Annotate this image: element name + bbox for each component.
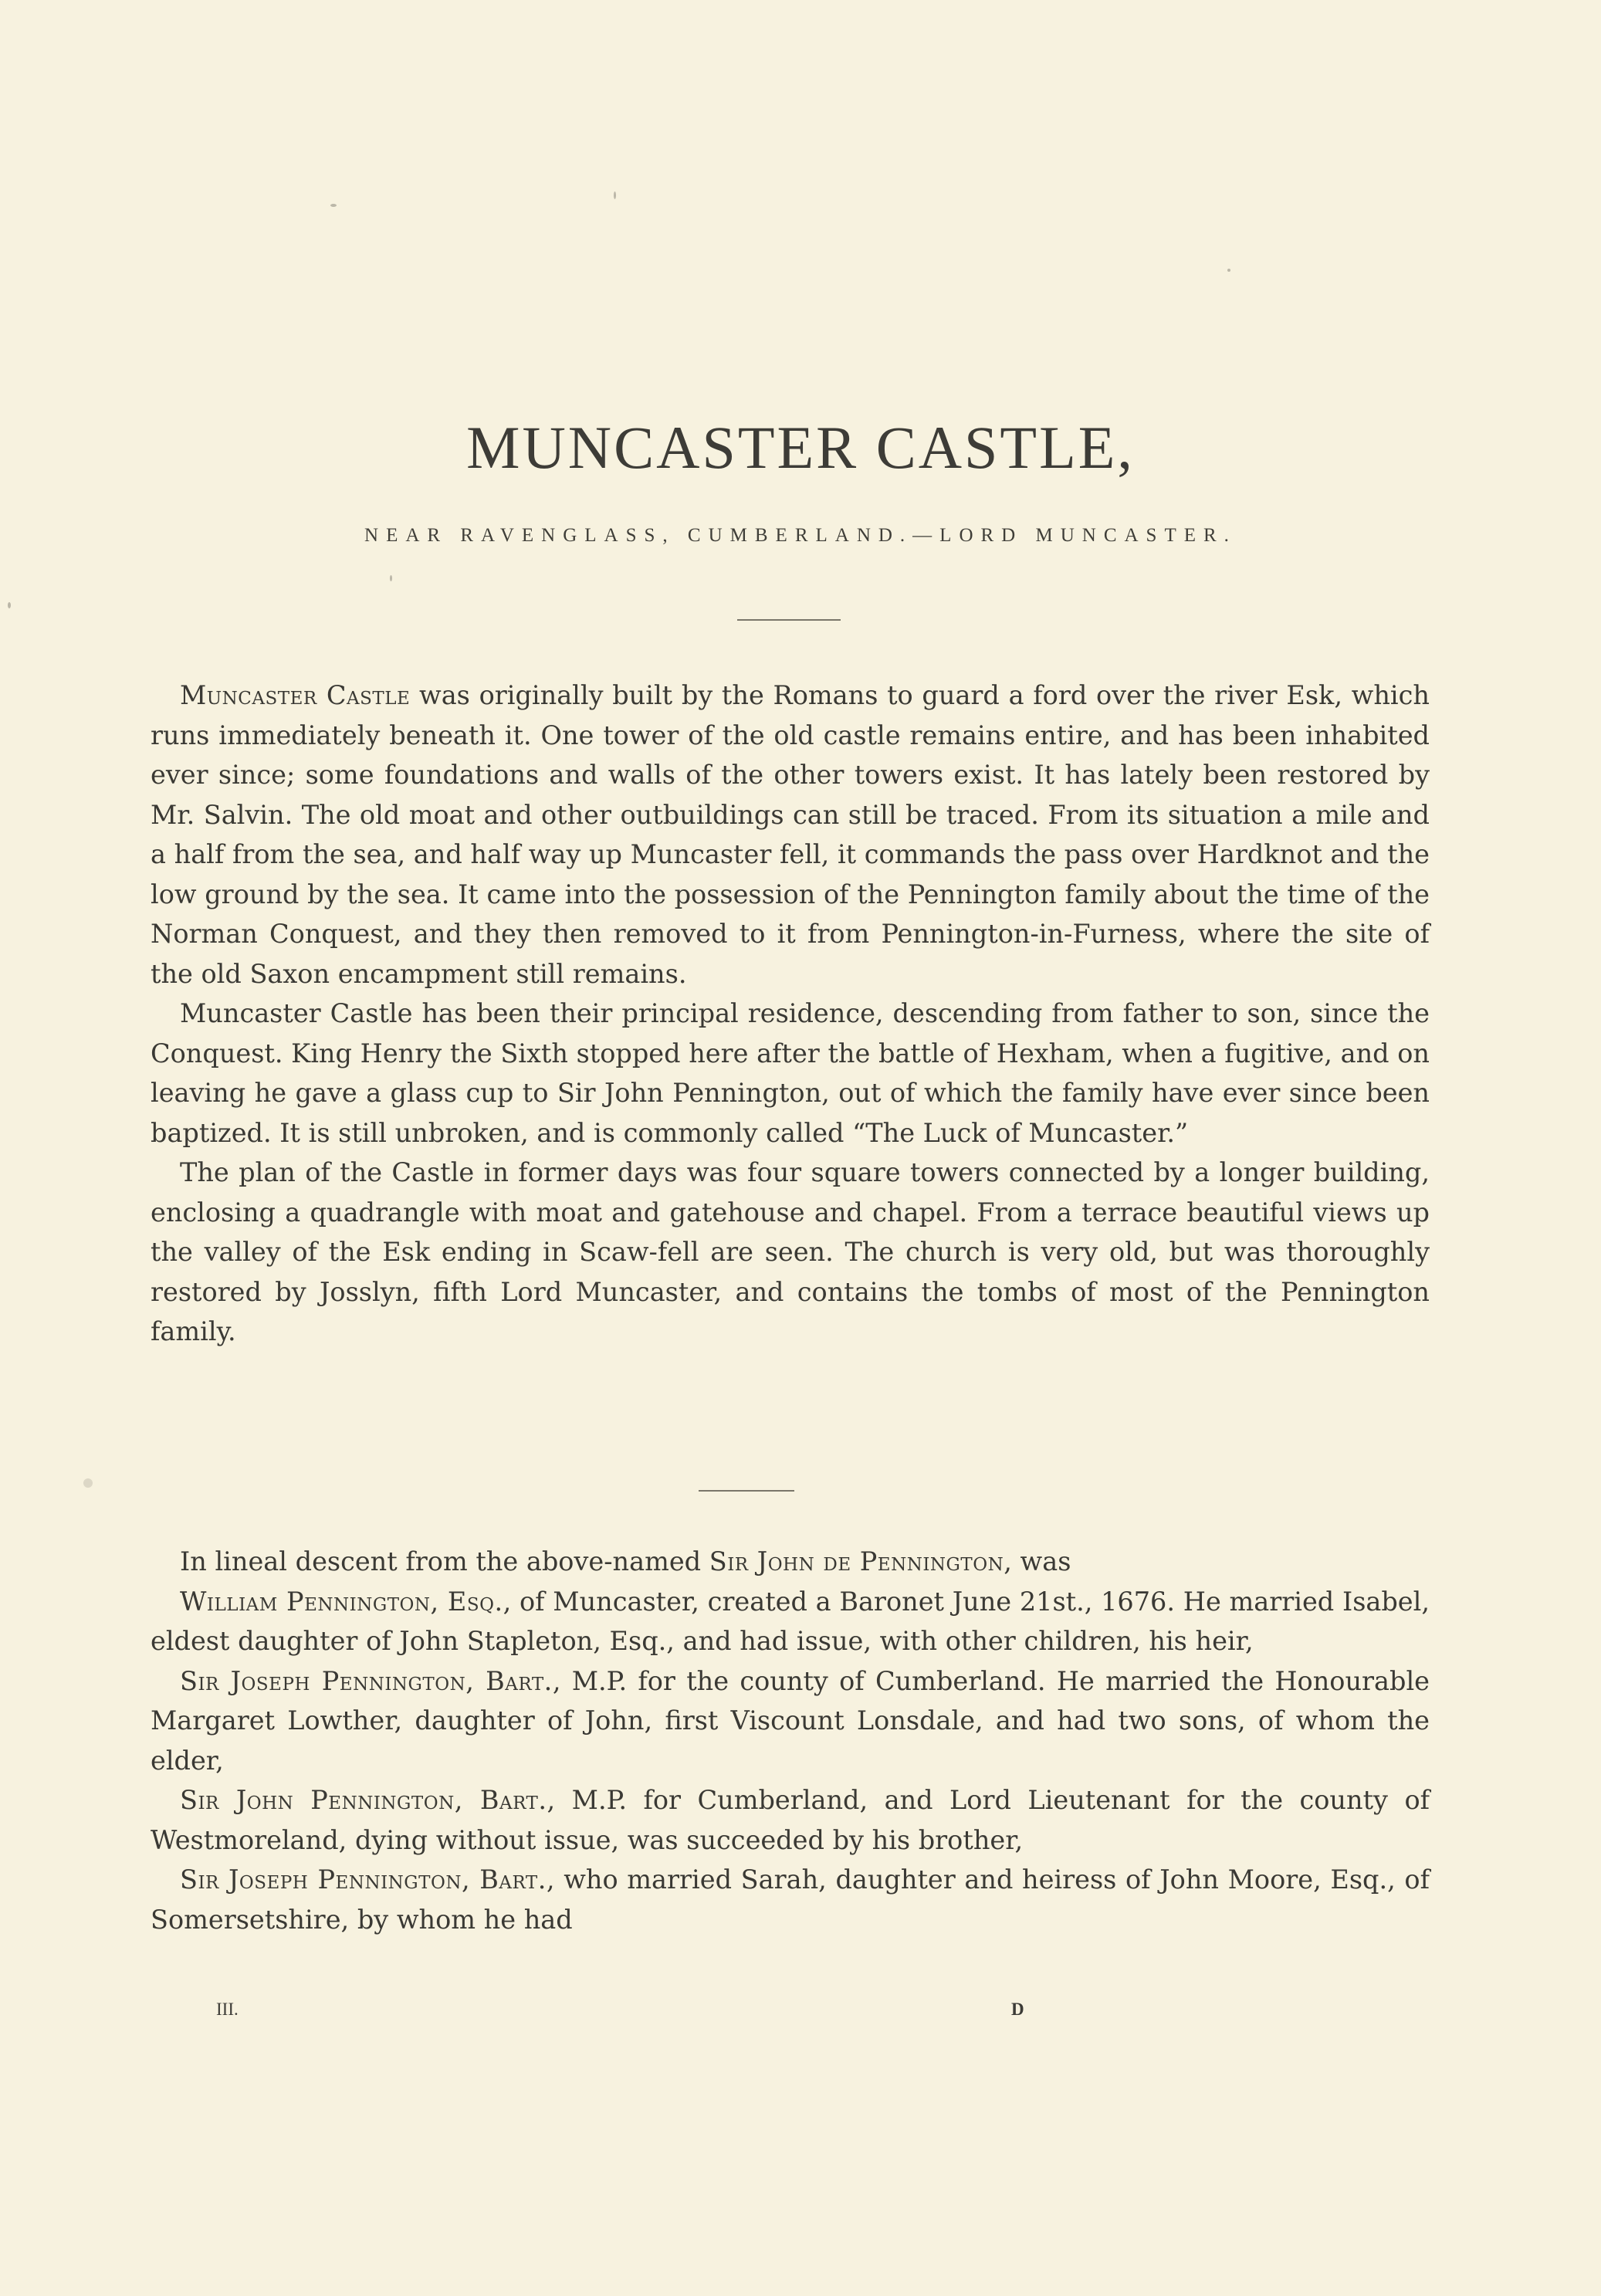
section-divider: [699, 1490, 794, 1492]
page-title: MUNCASTER CASTLE,: [466, 414, 1135, 481]
castle-paragraph-1-lead: Muncaster Castle: [180, 680, 411, 710]
paper-speck: [1227, 269, 1230, 272]
castle-description: [151, 676, 1430, 1352]
descent-paragraph-1-before: In lineal descent from the above-named: [180, 1546, 709, 1576]
descent-paragraph-1: [151, 1542, 1430, 1582]
descent-paragraph-2-name: William Pennington, Esq.: [180, 1586, 503, 1617]
signature-mark: D: [1011, 2000, 1024, 2019]
paper-speck: [8, 602, 11, 608]
paper-speck: [390, 575, 392, 581]
descent-paragraph-2-text: , of Muncaster, created a Baronet June 21st., 1676. He married Isabel, eldest daughter of John Stapleton, Esq., and had issue, with other children, his heir,: [151, 1586, 1430, 1656]
descent-paragraph-5-name: Sir Joseph Pennington, Bart.: [180, 1864, 547, 1895]
descent-paragraph-3-text: , M.P. for the county of Cumberland. He married the Honourable Margaret Lowther, daughter of John, first Viscount Lonsdale, and had two sons, of whom the elder,: [151, 1665, 1430, 1776]
descent-paragraph-1-after: , was: [1004, 1546, 1071, 1576]
descent-paragraph-5: [151, 1860, 1430, 1939]
descent-paragraph-4-name: Sir John Pennington, Bart.: [180, 1785, 547, 1815]
descent-paragraph-1-name: Sir John de Pennington: [709, 1546, 1004, 1576]
paper-speck: [83, 1478, 93, 1488]
descent-paragraph-4: [151, 1780, 1430, 1860]
descent-paragraph-3-name: Sir Joseph Pennington, Bart.: [180, 1665, 553, 1696]
descent-section: [151, 1542, 1430, 1939]
descent-paragraph-5-text: , who married Sarah, daughter and heiress of John Moore, Esq., of Somersetshire, by whom he had: [151, 1864, 1430, 1935]
castle-paragraph-1-text: was originally built by the Romans to guard a ford over the river Esk, which runs immediately beneath it. One tower of the old castle remains entire, and has been inhabited ever since; some foundations and walls of the other towers exist. It has lately been restored by Mr. Salvin. The old moat and other outbuildings can still be traced. From its situation a mile and a half from the sea, and half way up Muncaster fell, it commands the pass over Hardknot and the low ground by the sea. It came into the possession of the Pennington family about the time of the Norman Conquest, and they then removed to it from Pennington-in-Furness, where the site of the old Saxon encampment still remains.: [151, 680, 1430, 989]
castle-paragraph-1: [151, 676, 1430, 994]
paper-speck: [614, 191, 616, 199]
paper-speck: [330, 204, 337, 207]
page-subtitle: NEAR RAVENGLASS, CUMBERLAND.—LORD MUNCASTER.: [364, 525, 1237, 546]
descent-paragraph-3: [151, 1661, 1430, 1781]
title-divider: [737, 619, 841, 621]
descent-paragraph-4-text: , M.P. for Cumberland, and Lord Lieutenant for the county of Westmoreland, dying without issue, was succeeded by his brother,: [151, 1785, 1430, 1855]
castle-paragraph-2: Muncaster Castle has been their principal residence, descending from father to son, since the Conquest. King Henry the Sixth stopped here after the battle of Hexham, when a fugitive, and on leaving he gave a glass cup to Sir John Pennington, out of which the family have ever since been baptized. It is still unbroken, and is commonly called “The Luck of Muncaster.”: [151, 998, 1430, 1148]
castle-paragraph-3: The plan of the Castle in former days was four square towers connected by a longer building, enclosing a quadrangle with moat and gatehouse and chapel. From a terrace beautiful views up the valley of the Esk ending in Scaw-fell are seen. The church is very old, but was thoroughly restored by Josslyn, fifth Lord Muncaster, and contains the tombs of most of the Pennington family.: [151, 1157, 1430, 1346]
volume-folio: III.: [216, 2000, 239, 2019]
page-footer: [0, 2000, 1601, 2030]
descent-paragraph-2: [151, 1582, 1430, 1661]
